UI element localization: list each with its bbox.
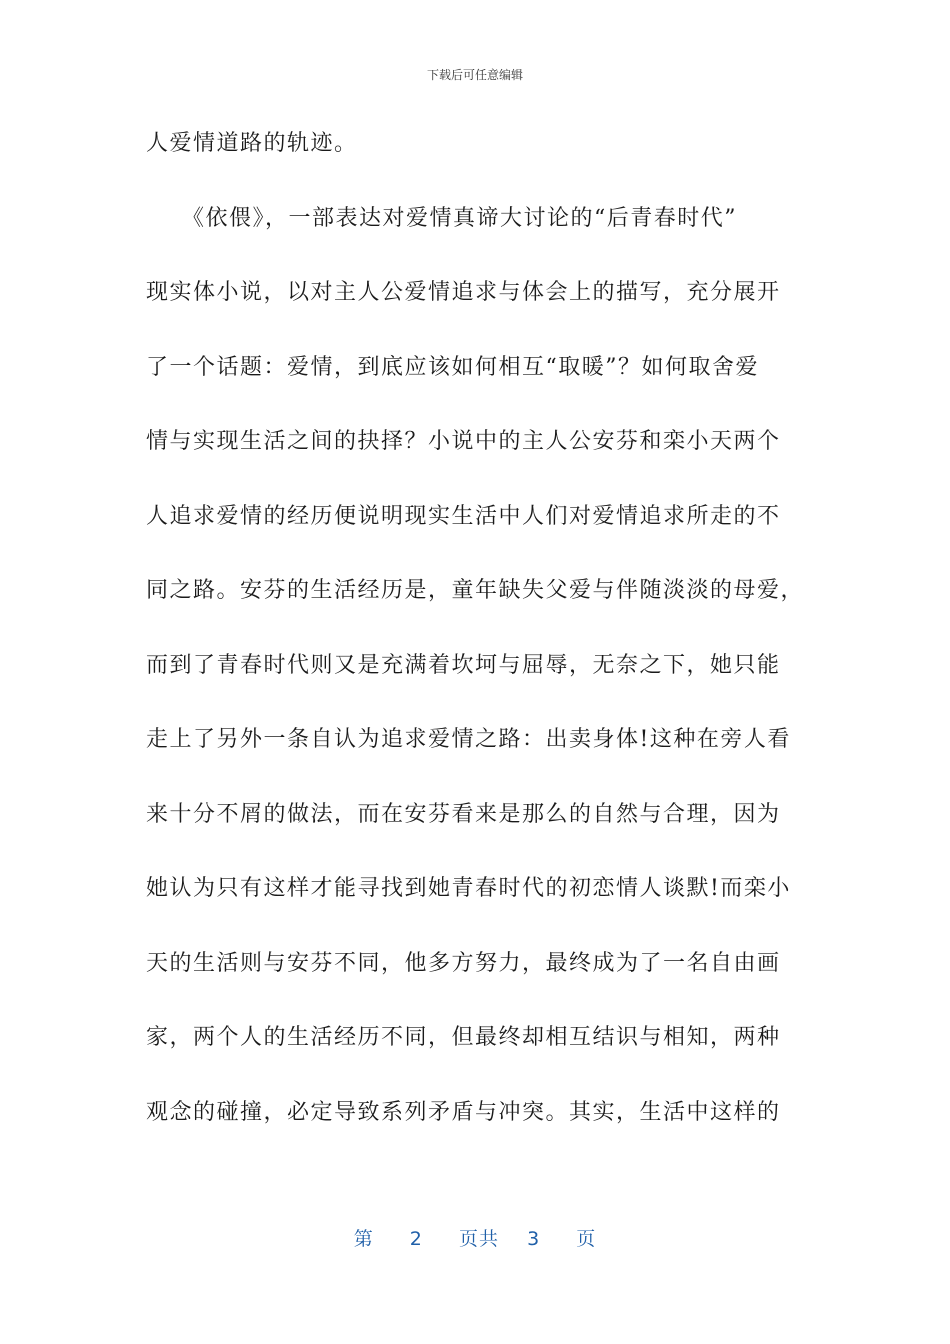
header-note: 下载后可任意编辑 [426,68,523,82]
page-footer [0,1224,950,1251]
footer-prefix: 第 [353,1228,374,1250]
text-line: 来十分不屑的做法，而在安芬看来是那么的自然与合理，因为 [146,801,781,827]
text-line: 了一个话题：爱情，到底应该如何相互“取暖”？如何取舍爱 [146,354,759,380]
text-line: 情与实现生活之间的抉择？小说中的主人公安芬和栾小天两个 [146,429,781,454]
text-line: 她认为只有这样才能寻找到她青春时代的初恋情人谈默!而栾小 [146,876,791,901]
text-line: 现实体小说，以对主人公爱情追求与体会上的描写，充分展开 [146,280,781,305]
text-line: 天的生活则与安芬不同，他多方努力，最终成为了一名自由画 [146,950,781,976]
text-line: 观念的碰撞，必定导致系列矛盾与冲突。其实，生活中这样的 [146,1099,781,1125]
text-line: 家，两个人的生活经历不同，但最终却相互结识与相知，两种 [146,1025,781,1050]
text-line: 而到了青春时代则又是充满着坎坷与屈辱，无奈之下，她只能 [146,652,781,678]
text-line: 《依偎》，一部表达对爱情真谛大讨论的“后青春时代” [146,205,737,231]
total-pages-number: 3 [527,1228,541,1250]
text-line: 走上了另外一条自认为追求爱情之路：出卖身体!这种在旁人看 [146,727,791,752]
document-body [146,120,806,1163]
text-line: 同之路。安芬的生活经历是，童年缺失父爱与伴随淡淡的母爱， [146,578,805,603]
text-line: 人追求爱情的经历便说明现实生活中人们对爱情追求所走的不 [146,503,781,529]
footer-suffix: 页 [576,1228,597,1250]
footer-middle: 页共 [458,1228,499,1250]
text-line: 人爱情道路的轨迹。 [146,131,358,156]
current-page-number: 2 [409,1228,423,1250]
